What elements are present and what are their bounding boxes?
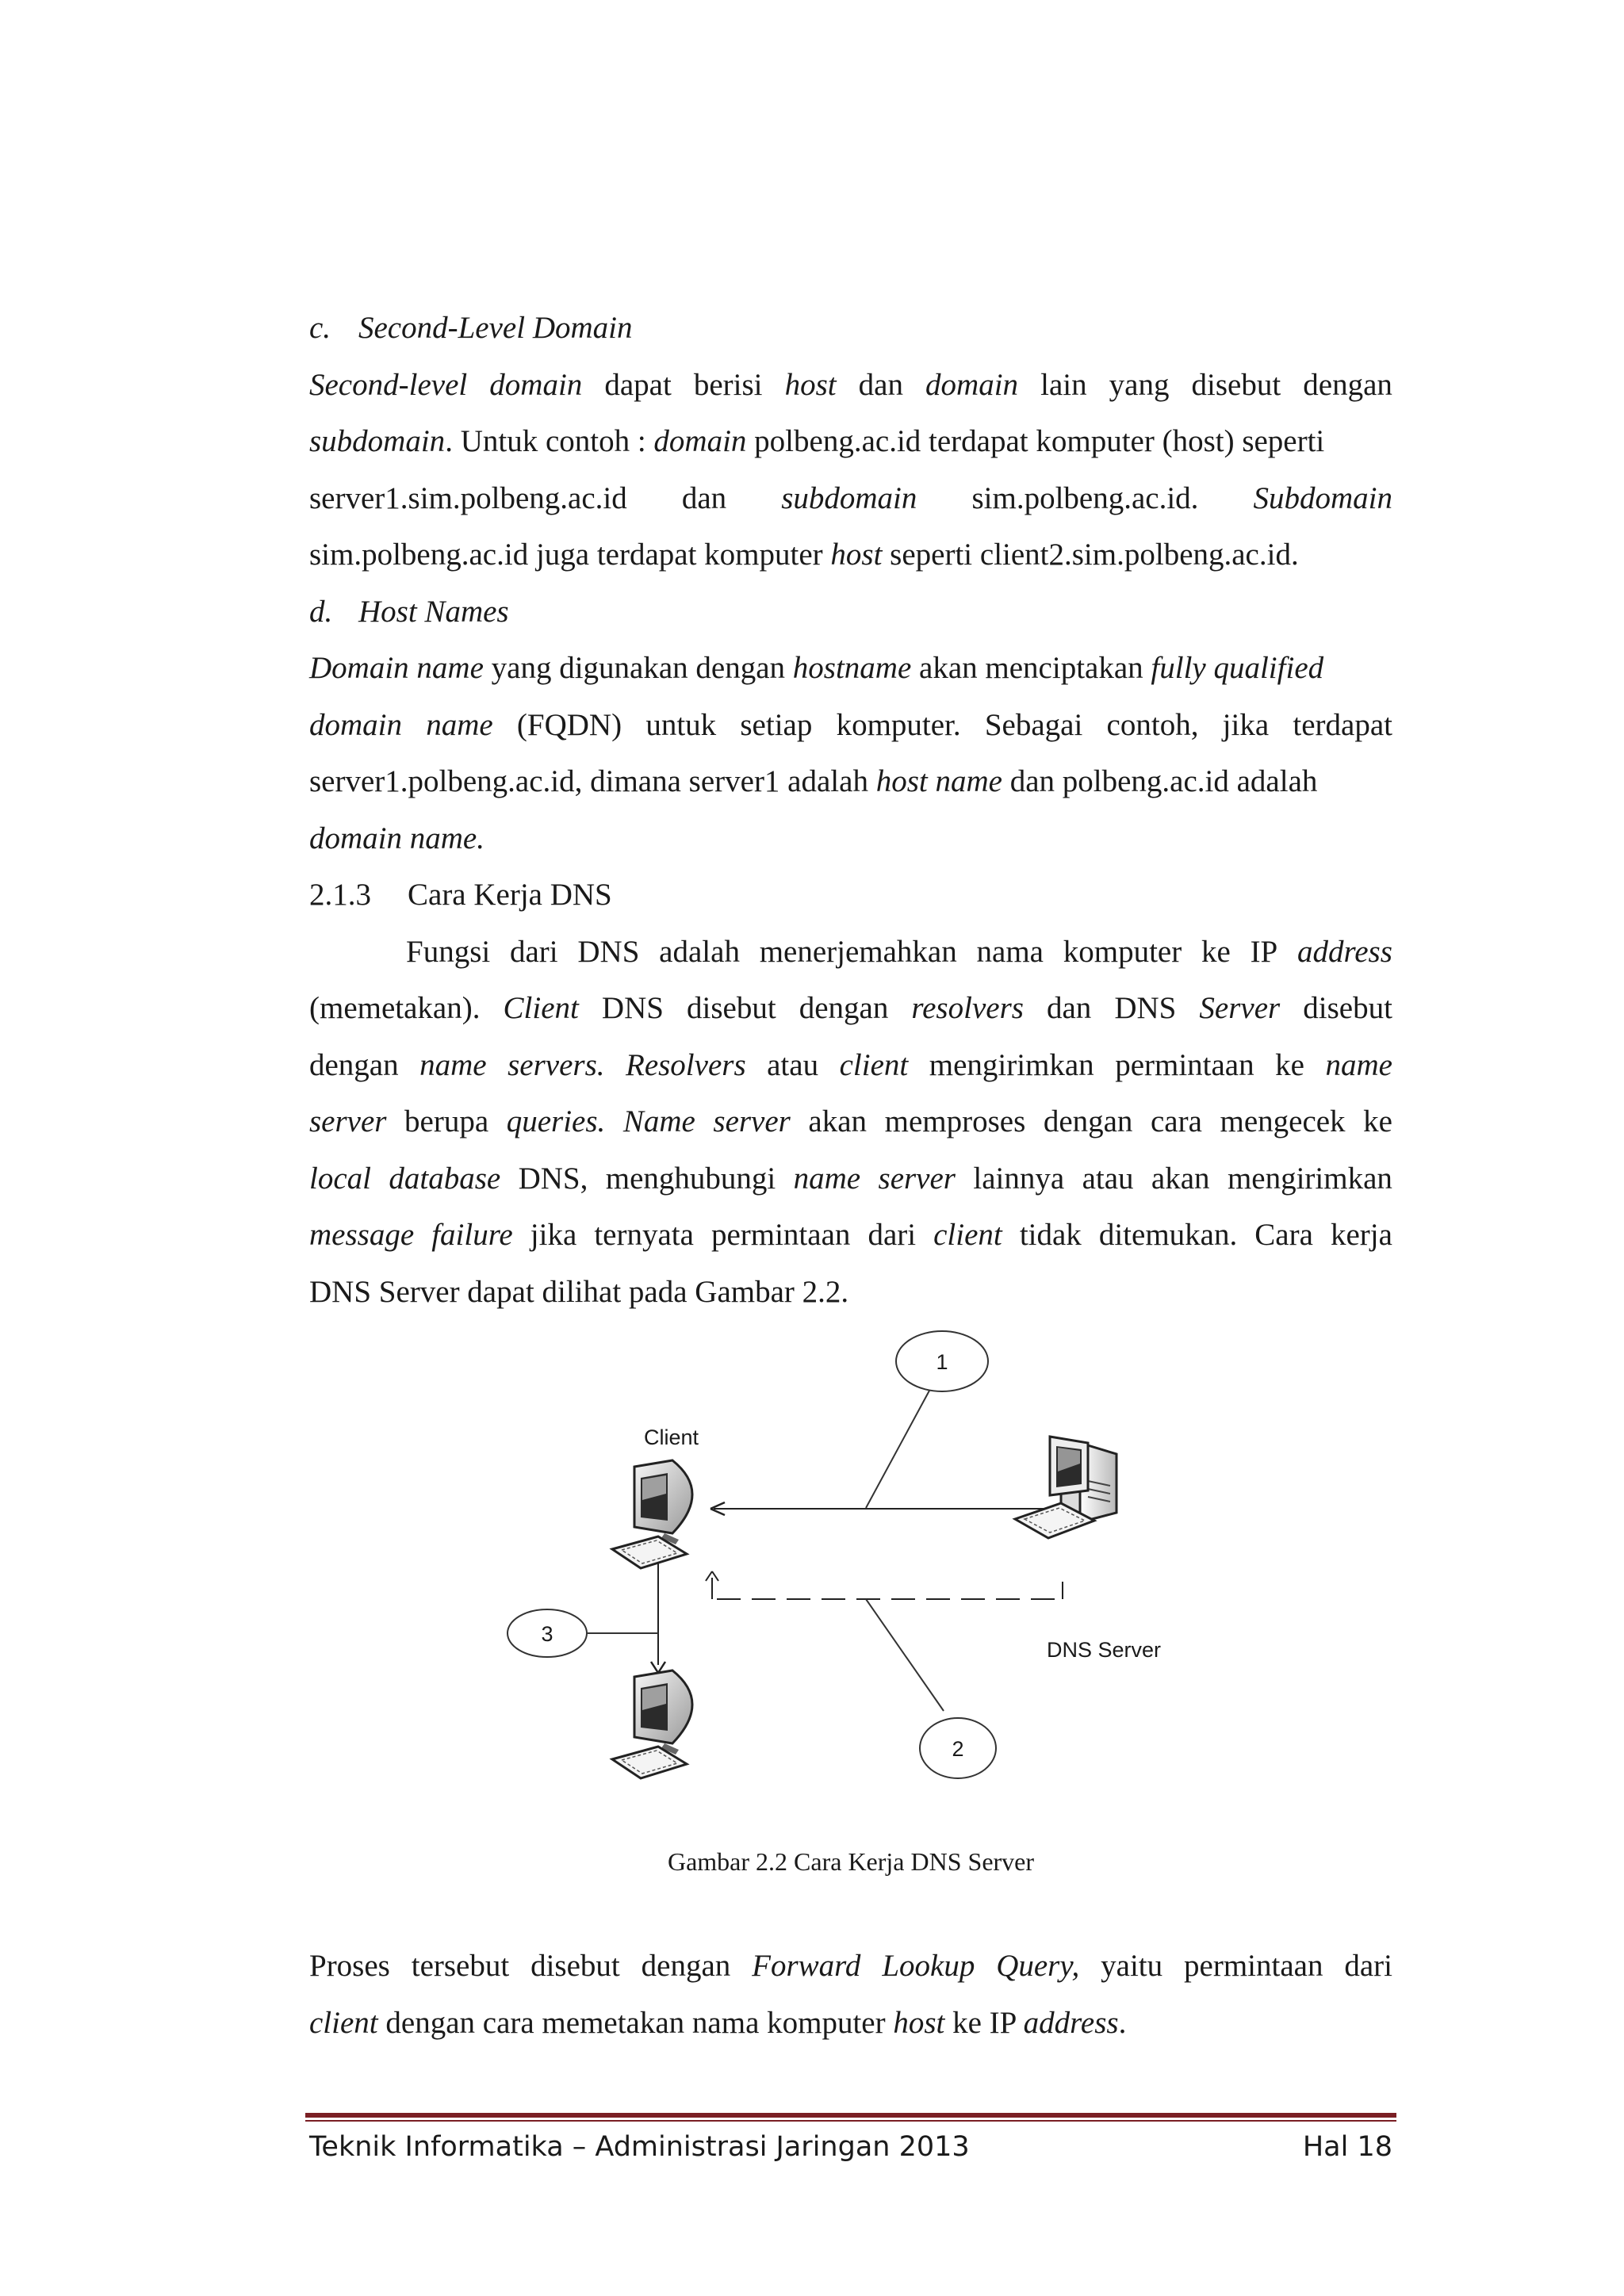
client-label: Client (644, 1425, 699, 1449)
text-line: dengan name servers. Resolvers atau client mengirimkan permintaan ke name (309, 1047, 1392, 1082)
heading-cara-kerja-dns: 2.1.3 Cara Kerja DNS (309, 878, 612, 912)
footer-rule (305, 2113, 1396, 2118)
text-line: Fungsi dari DNS adalah menerjemahkan nama komputer ke IP address (406, 934, 1392, 969)
text-line: local database DNS, menghubungi name server lainnya atau akan mengirimkan (309, 1161, 1392, 1196)
page-number: Hal 18 (1302, 2131, 1392, 2163)
footer-course-title: Teknik Informatika – Administrasi Jaringan 2013 (309, 2131, 970, 2163)
text-line: (memetakan). Client DNS disebut dengan resolvers dan DNS Server disebut (309, 991, 1392, 1025)
text-line: subdomain. Untuk contoh : domain polbeng.ac.id terdapat komputer (host) seperti (309, 424, 1325, 458)
text-line: server1.sim.polbeng.ac.id dan subdomain sim.polbeng.ac.id. Subdomain (309, 480, 1392, 515)
figure-caption: Gambar 2.2 Cara Kerja DNS Server (667, 1847, 1035, 1876)
text-line: server1.polbeng.ac.id, dimana server1 adalah host name dan polbeng.ac.id adalah (309, 764, 1318, 798)
text-line: Second-level domain dapat berisi host dan domain lain yang disebut dengan (309, 367, 1392, 402)
step-2-callout-line (866, 1599, 944, 1711)
body-text-bottom (309, 1938, 1392, 2051)
text-line: server berupa queries. Name server akan memproses dengan cara mengecek ke (309, 1104, 1392, 1138)
text-line: message failure jika ternyata permintaan dari client tidak ditemukan. Cara kerja (309, 1218, 1392, 1252)
dns-server-icon (1015, 1437, 1116, 1538)
client-computer-icon (612, 1460, 692, 1568)
body-text-top (309, 300, 1392, 1320)
text-line: sim.polbeng.ac.id juga terdapat komputer host seperti client2.sim.polbeng.ac.id. (309, 538, 1299, 572)
text-line: client dengan cara memetakan nama komputer host ke IP address. (309, 2005, 1127, 2040)
paragraph-host-names (309, 640, 1392, 867)
step-3-label: 3 (541, 1622, 553, 1646)
text-line: DNS Server dapat dilihat pada Gambar 2.2. (309, 1274, 849, 1309)
heading-host-names: d. Host Names (309, 594, 509, 629)
second-computer-icon (612, 1670, 692, 1778)
dns-diagram (500, 1316, 1213, 1784)
heading-second-level-domain: c. Second-Level Domain (309, 311, 633, 345)
text-line: domain name. (309, 821, 485, 855)
page-footer (309, 2131, 1392, 2163)
paragraph-cara-kerja-dns (309, 924, 1392, 1321)
step-1-bubble (896, 1331, 988, 1391)
step-1-label: 1 (936, 1350, 948, 1374)
step-2-label: 2 (952, 1737, 964, 1761)
text-line: Domain name yang digunakan dengan hostname akan menciptakan fully qualified (309, 651, 1324, 685)
text-line: Proses tersebut disebut dengan Forward Lookup Query, yaitu permintaan dari (309, 1949, 1392, 1983)
paragraph-forward-lookup (309, 1938, 1392, 2051)
step-1-callout-line (866, 1391, 929, 1508)
paragraph-second-level-domain (309, 357, 1392, 584)
text-line: domain name (FQDN) untuk setiap komputer. Sebagai contoh, jika terdapat (309, 707, 1392, 742)
step-3-bubble (508, 1609, 587, 1657)
dns-server-label: DNS Server (1047, 1638, 1162, 1662)
footer-rule-thin (305, 2120, 1396, 2122)
step-2-bubble (920, 1718, 996, 1778)
